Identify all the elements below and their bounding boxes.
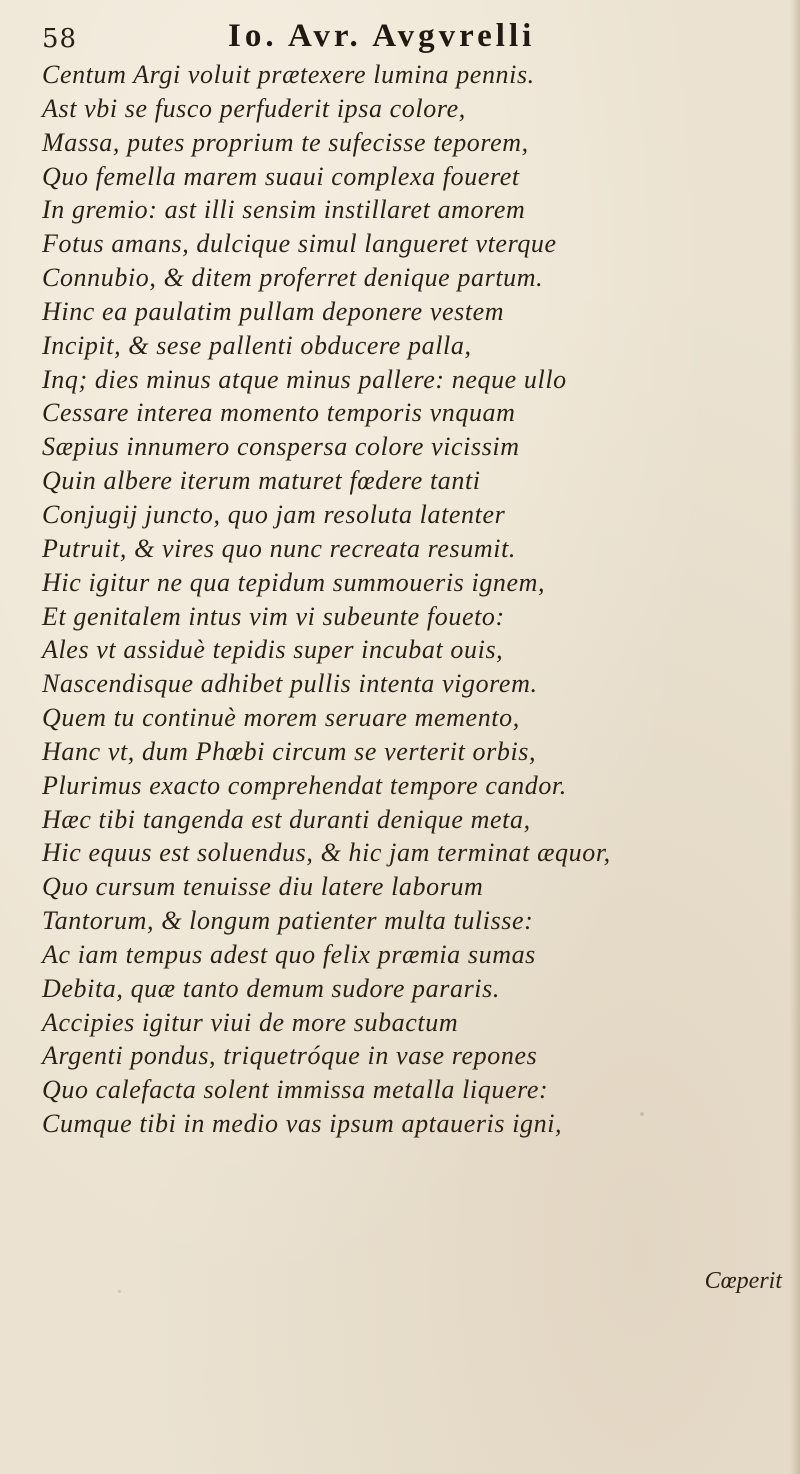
verse-text-block — [42, 58, 782, 1141]
verse-line: Massa, putes proprium te sufecisse teporem, — [42, 127, 529, 157]
verse-line: Ac iam tempus adest quo felix præmia sumas — [42, 939, 536, 969]
verse-line: Hæc tibi tangenda est duranti denique meta, — [42, 804, 531, 834]
page-number: 58 — [42, 24, 78, 54]
verse-line: Connubio, & ditem proferret denique partum. — [42, 263, 544, 293]
verse-line: Argenti pondus, triquetróque in vase repones — [42, 1041, 538, 1071]
verse-line: Hic equus est soluendus, & hic jam terminat æquor, — [42, 838, 611, 868]
verse-line: Sæpius innumero conspersa colore vicissim — [42, 432, 520, 462]
verse-line: Cumque tibi in medio vas ipsum aptaueris igni, — [42, 1109, 563, 1139]
verse-line: Conjugij juncto, quo jam resoluta latenter — [42, 499, 506, 529]
running-head — [0, 18, 800, 58]
verse-line: Inq; dies minus atque minus pallere: neque ullo — [42, 364, 567, 394]
verse-line: Putruit, & vires quo nunc recreata resumit. — [42, 533, 516, 563]
verse-line: Nascendisque adhibet pullis intenta vigorem. — [42, 669, 538, 699]
verse-line: Debita, quæ tanto demum sudore pararis. — [42, 973, 500, 1003]
verse-line: Hic igitur ne qua tepidum summoueris ignem, — [42, 567, 546, 597]
catchword: Cœperit — [704, 1268, 782, 1294]
verse-line: Quo cursum tenuisse diu latere laborum — [42, 872, 484, 902]
verse-line: Centum Argi voluit prætexere lumina pennis. — [42, 60, 535, 89]
verse-line: Quem tu continuè morem seruare memento, — [42, 703, 520, 733]
verse-line: Quin albere iterum maturet fœdere tanti — [42, 466, 481, 496]
paper-blemish — [640, 1112, 644, 1116]
paper-blemish — [118, 1290, 121, 1293]
running-head-title: Io. Avr. Avgvrelli — [228, 18, 536, 54]
verse-line: Quo calefacta solent immissa metalla liquere: — [42, 1075, 549, 1105]
verse-line: Tantorum, & longum patienter multa tulisse: — [42, 906, 534, 936]
verse-line: Et genitalem intus vim vi subeunte foueto: — [42, 601, 505, 631]
verse-line: Incipit, & sese pallenti obducere palla, — [42, 330, 472, 360]
verse-line: In gremio: ast illi sensim instillaret amorem — [42, 195, 526, 225]
verse-line: Accipies igitur viui de more subactum — [42, 1007, 459, 1037]
verse-line: Plurimus exacto comprehendat tempore candor. — [42, 770, 567, 800]
verse-line: Ales vt assiduè tepidis super incubat ouis, — [42, 635, 504, 665]
verse-line: Hanc vt, dum Phœbi circum se verterit orbis, — [42, 736, 537, 766]
page-edge-shadow — [790, 0, 800, 1474]
verse-line: Cessare interea momento temporis vnquam — [42, 398, 516, 428]
verse-line: Fotus amans, dulcique simul langueret vterque — [42, 229, 557, 259]
verse-line: Quo femella marem suaui complexa foueret — [42, 161, 520, 191]
verse-line: Hinc ea paulatim pullam deponere vestem — [42, 296, 505, 326]
verse-line: Ast vbi se fusco perfuderit ipsa colore, — [42, 93, 466, 123]
